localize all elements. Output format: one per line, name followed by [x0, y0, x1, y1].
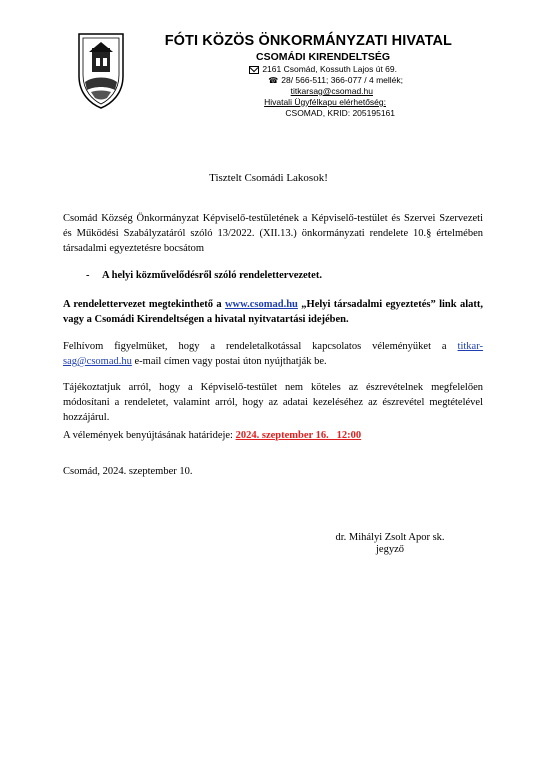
phone-text: 28/ 566-511; 366-077 / 4 mellék;: [281, 75, 403, 85]
bullet-text: A helyi közművelődésről szóló rendelettervezetet.: [102, 270, 322, 281]
info-paragraph: Tájékoztatjuk arról, hogy a Képviselő-testület nem köteles az észrevételnek megfelelően módosítani a rendeletet, valamint arról, hogy az adatai kezeléséhez az észrevétel megtételével hozzájárul.: [63, 382, 483, 423]
attention-pre: Felhívom figyelmüket, hogy a rendeletalkotással kapcsolatos véleményüket a: [63, 341, 458, 352]
deadline-value: 2024. szeptember 16. 12:00: [235, 430, 362, 441]
header-email-link[interactable]: titkarsag@csomad.hu: [290, 86, 373, 96]
portal-label: Hivatali Ügyfélkapu elérhetőség:: [264, 97, 386, 107]
letterhead: [150, 32, 470, 119]
attention-post: e-mail címen vagy postai úton nyújthatják be.: [131, 356, 327, 367]
telephone-icon: ☎: [268, 76, 279, 85]
bullet-item: [86, 270, 322, 281]
signer-name: dr. Mihályi Zsolt Apor sk.: [335, 532, 445, 543]
attention-paragraph: [63, 339, 483, 369]
signature-block: [300, 532, 480, 556]
org-name: FÓTI KÖZÖS ÖNKORMÁNYZATI HIVATAL: [164, 33, 452, 49]
view-pre: A rendelettervezet megtekinthető a: [63, 299, 225, 310]
address-line: [150, 64, 397, 75]
date-line: Csomád, 2024. szeptember 10.: [63, 466, 193, 477]
unit-name: CSOMÁDI KIRENDELTSÉG: [256, 51, 390, 63]
phone-line: [150, 75, 403, 86]
envelope-icon: [249, 66, 259, 74]
attention-email-link[interactable]: titkar-sag@csomad.hu: [63, 341, 483, 367]
krid-line: CSOMAD, KRID: 205195161: [285, 108, 395, 118]
bullet-dash: -: [86, 270, 90, 281]
signer-title: jegyző: [376, 544, 404, 555]
view-post: „Helyi társadalmi egyeztetés” link alatt, vagy a Csomádi Kirendeltségen a hivatal nyitvatartási idejében.: [63, 299, 483, 325]
deadline-paragraph: [63, 428, 483, 443]
coat-of-arms-icon: [75, 30, 127, 110]
deadline-label: A vélemények benyújtásának határideje:: [63, 430, 236, 441]
salutation: Tisztelt Csomádi Lakosok!: [209, 172, 328, 184]
website-link[interactable]: www.csomad.hu: [224, 299, 298, 310]
address-text: 2161 Csomád, Kossuth Lajos út 69.: [262, 64, 397, 74]
intro-paragraph: Csomád Község Önkormányzat Képviselő-testületének a Képviselő-testület és Szervei Szervezeti és Működési Szabályzatáról szóló 13/2022. (XII.13.) önkormányzati rendelete 10.§ értelmében társadalmi egyeztetésre bocsátom: [63, 213, 483, 254]
view-paragraph: [63, 297, 483, 327]
email-line[interactable]: [150, 86, 373, 97]
portal-label-line: [150, 97, 386, 108]
